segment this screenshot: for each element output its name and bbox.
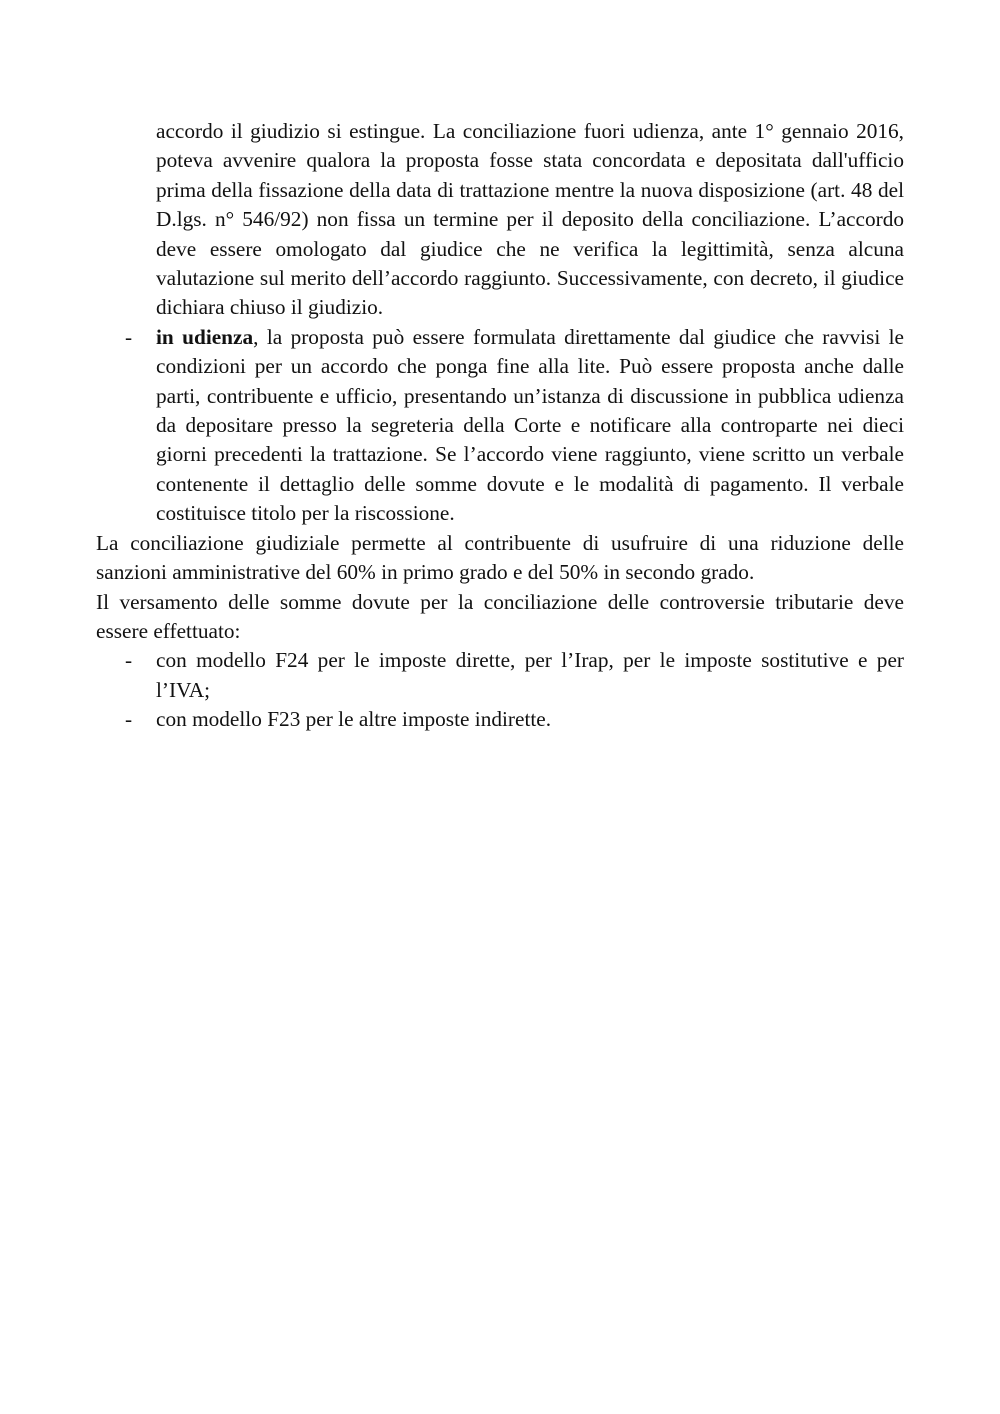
paragraph-versamento: Il versamento delle somme dovute per la conciliazione delle controversie tributarie deve essere effettuato: [96,589,904,643]
list-bullet: - [125,648,133,673]
list-bullet: - [125,324,133,349]
list-item-f24 [125,646,904,705]
list-bullet: - [125,707,133,732]
document-page [96,117,904,735]
list-item-text: con modello F24 per le imposte dirette, per l’Irap, per le imposte sostitutive e per l’IVA; [156,648,904,702]
list-item-continuation [156,117,904,323]
list-item-text: , la proposta può essere formulata direttamente dal giudice che ravvisi le condizioni per un accordo che ponga fine alla lite. Può essere proposta anche dalle parti, contribuente e ufficio, presentando un’istanza di discussione in pubblica udienza da depositare presso la segreteria della Corte e notificare alla controparte nei dieci giorni precedenti la trattazione. Se l’accordo viene raggiunto, viene scritto un verbale contenente il dettaglio delle somme dovute e le modalità di pagamento. Il verbale costituisce titolo per la riscossione. [156,324,904,526]
list-item-text: accordo il giudizio si estingue. La conciliazione fuori udienza, ante 1° gennaio 2016, poteva avvenire qualora la proposta fosse stata concordata e depositata dall'ufficio prima della fissazione della data di trattazione mentre la nuova disposizione (art. 48 del D.lgs. n° 546/92) non fissa un termine per il deposito della conciliazione. L’accordo deve essere omologato dal giudice che ne verifica la legittimità, senza alcuna valutazione sul merito dell’accordo raggiunto. Successivamente, con decreto, il giudice dichiara chiuso il giudizio. [156,119,904,320]
list-item-text: con modello F23 per le altre imposte indirette. [156,707,552,732]
list-item-in-udienza [125,323,904,529]
bold-lead-text: in udienza [156,324,254,349]
paragraph-riduzione-sanzioni: La conciliazione giudiziale permette al contribuente di usufruire di una riduzione delle sanzioni amministrative del 60% in primo grado e del 50% in secondo grado. [96,530,904,585]
list-item-f23 [125,705,904,734]
